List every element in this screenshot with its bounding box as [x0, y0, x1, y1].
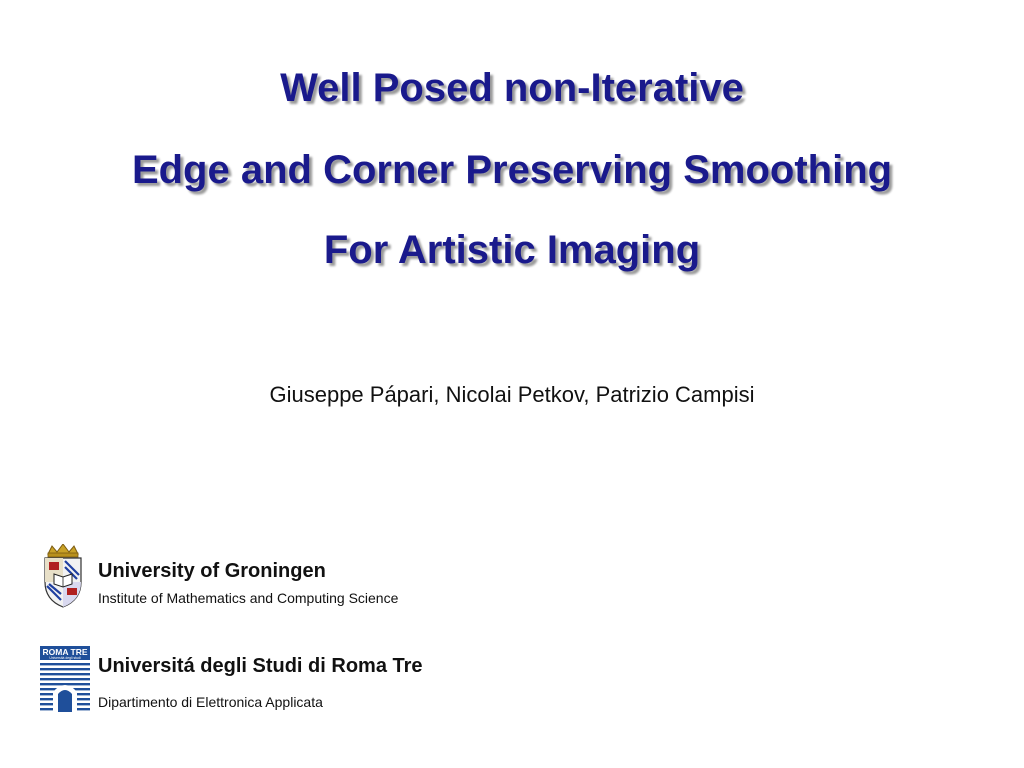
title-line-2: Edge and Corner Preserving Smoothing [131, 148, 893, 192]
affiliation-name: University of Groningen [98, 560, 326, 582]
title-line-3: For Artistic Imaging [323, 228, 701, 272]
title-line-1: Well Posed non-Iterative [280, 66, 744, 110]
affiliation-department: Dipartimento di Elettronica Applicata [98, 694, 323, 710]
affiliation-department: Institute of Mathematics and Computing Science [98, 590, 399, 606]
university-of-groningen-crest-icon [40, 544, 86, 608]
roma-tre-logo-icon [40, 646, 90, 712]
svg-text:ROMA TRE: ROMA TRE [42, 647, 88, 657]
svg-text:Università degli studi: Università degli studi [49, 656, 81, 660]
authors-line: Giuseppe Pápari, Nicolai Petkov, Patrizio Campisi [269, 382, 755, 407]
affiliation-name: Universitá degli Studi di Roma Tre [98, 655, 423, 677]
